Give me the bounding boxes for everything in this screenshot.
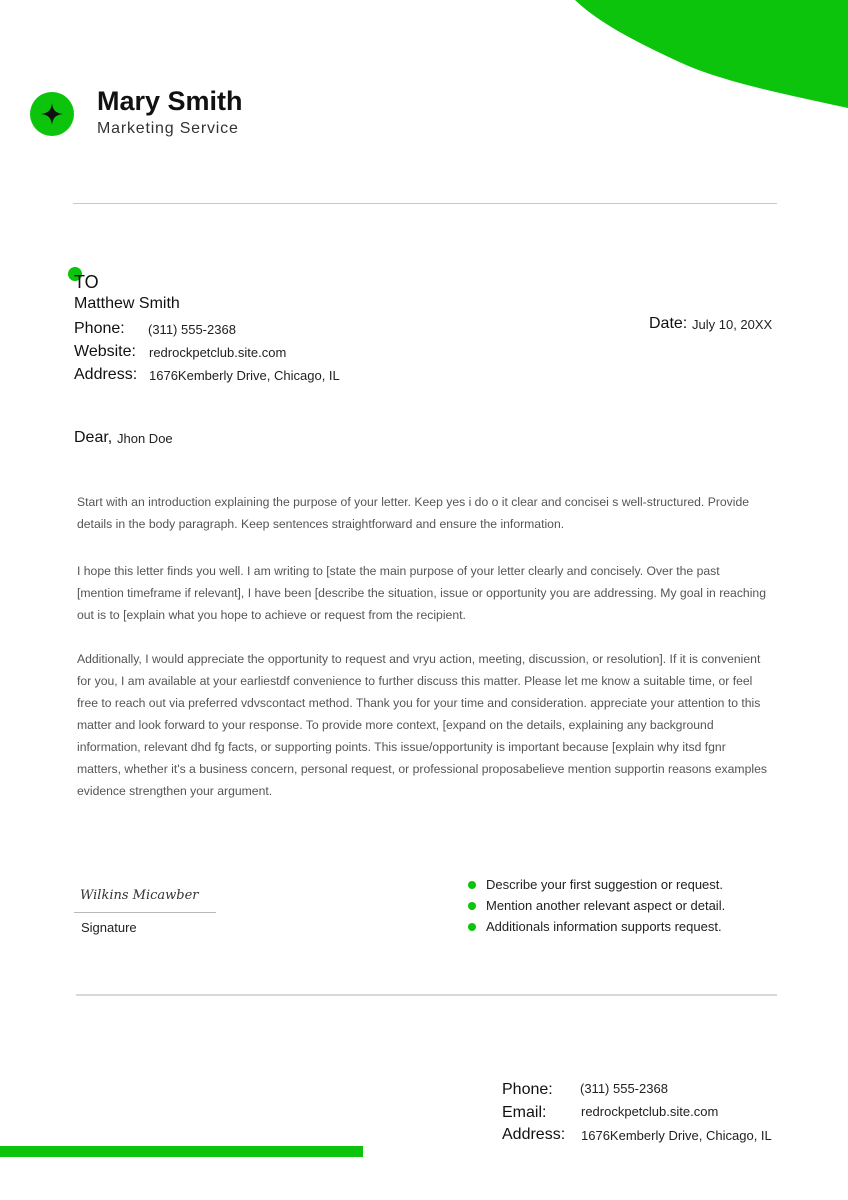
footer-address: 1676Kemberly Drive, Chicago, IL <box>581 1128 772 1143</box>
header-divider <box>73 203 777 204</box>
footer-address-label: Address: <box>502 1126 566 1143</box>
footer-divider <box>76 994 777 996</box>
recipient-website[interactable]: redrockpetclub.site.com <box>149 345 287 360</box>
body-paragraph: Additionally, I would appreciate the opportunity to request and vryu action, meeting, discussion, or resolution]. If it is convenient for you, I am available at your earliestdf convenience to further discuss this matter. Please let me know a suitable time, or feel free to reach out via preferred vdvscontact method. Thank you for your time and consideration. appreciate your attention to this matter and look forward to your response. To provide more context, [expand on the details, explaining any background information, relevant dhd fg facts, or supporting points. This issue/opportunity is important because [explain why itsd fgnr matters, whether it's a business concern, personal request, or professional proposabelieve mention supportin reasons examples evidence strengthen your argument. <box>77 652 767 798</box>
sparkle-icon <box>41 103 63 125</box>
date-value: July 10, 20XX <box>692 317 773 332</box>
list-item <box>468 898 725 913</box>
bullet-icon <box>468 881 476 889</box>
date-label: Date: <box>649 315 688 332</box>
footer-email[interactable]: redrockpetclub.site.com <box>581 1104 719 1119</box>
suggestion-text: Additionals information supports request. <box>486 919 722 934</box>
recipient-phone-label: Phone: <box>74 320 125 337</box>
body-paragraph: Start with an introduction explaining the purpose of your letter. Keep yes i do o it clear and concisei s well-structured. Provide details in the body paragraph. Keep sentences straightforward and ensure the information. <box>77 495 750 531</box>
suggestion-text: Mention another relevant aspect or detail. <box>486 898 726 913</box>
bullet-icon <box>468 902 476 910</box>
footer-accent-bar <box>0 1146 363 1157</box>
suggestion-text: Describe your first suggestion or request. <box>486 877 723 892</box>
body-paragraph: I hope this letter finds you well. I am writing to [state the main purpose of your letter clearly and concisely. Over the past [mention timeframe if relevant], I have been [describe the situation, issue or opportunity you are addressing. My goal in reaching out is to [explain what you hope to achieve or request from the recipient. <box>77 564 766 622</box>
salutation-label: Dear, <box>74 429 113 446</box>
recipient-website-label: Website: <box>74 343 136 360</box>
signature-script: Wilkins Micawber <box>80 888 199 903</box>
footer-phone-label: Phone: <box>502 1081 553 1098</box>
to-label: TO <box>74 272 99 292</box>
footer-email-label: Email: <box>502 1104 547 1121</box>
list-item <box>468 919 722 934</box>
footer-phone: (311) 555-2368 <box>580 1081 668 1096</box>
sender-name: Mary Smith <box>97 86 243 116</box>
recipient-address-label: Address: <box>74 366 138 383</box>
logo <box>30 92 74 136</box>
bullet-icon <box>468 923 476 931</box>
recipient-phone: (311) 555-2368 <box>148 322 236 337</box>
signature-line <box>74 912 216 913</box>
salutation-name: Jhon Doe <box>117 431 173 446</box>
recipient-address: 1676Kemberly Drive, Chicago, IL <box>149 368 340 383</box>
signature-label: Signature <box>81 920 137 935</box>
list-item <box>468 877 723 892</box>
recipient-name: Matthew Smith <box>74 295 180 312</box>
sender-role: Marketing Service <box>97 120 239 137</box>
